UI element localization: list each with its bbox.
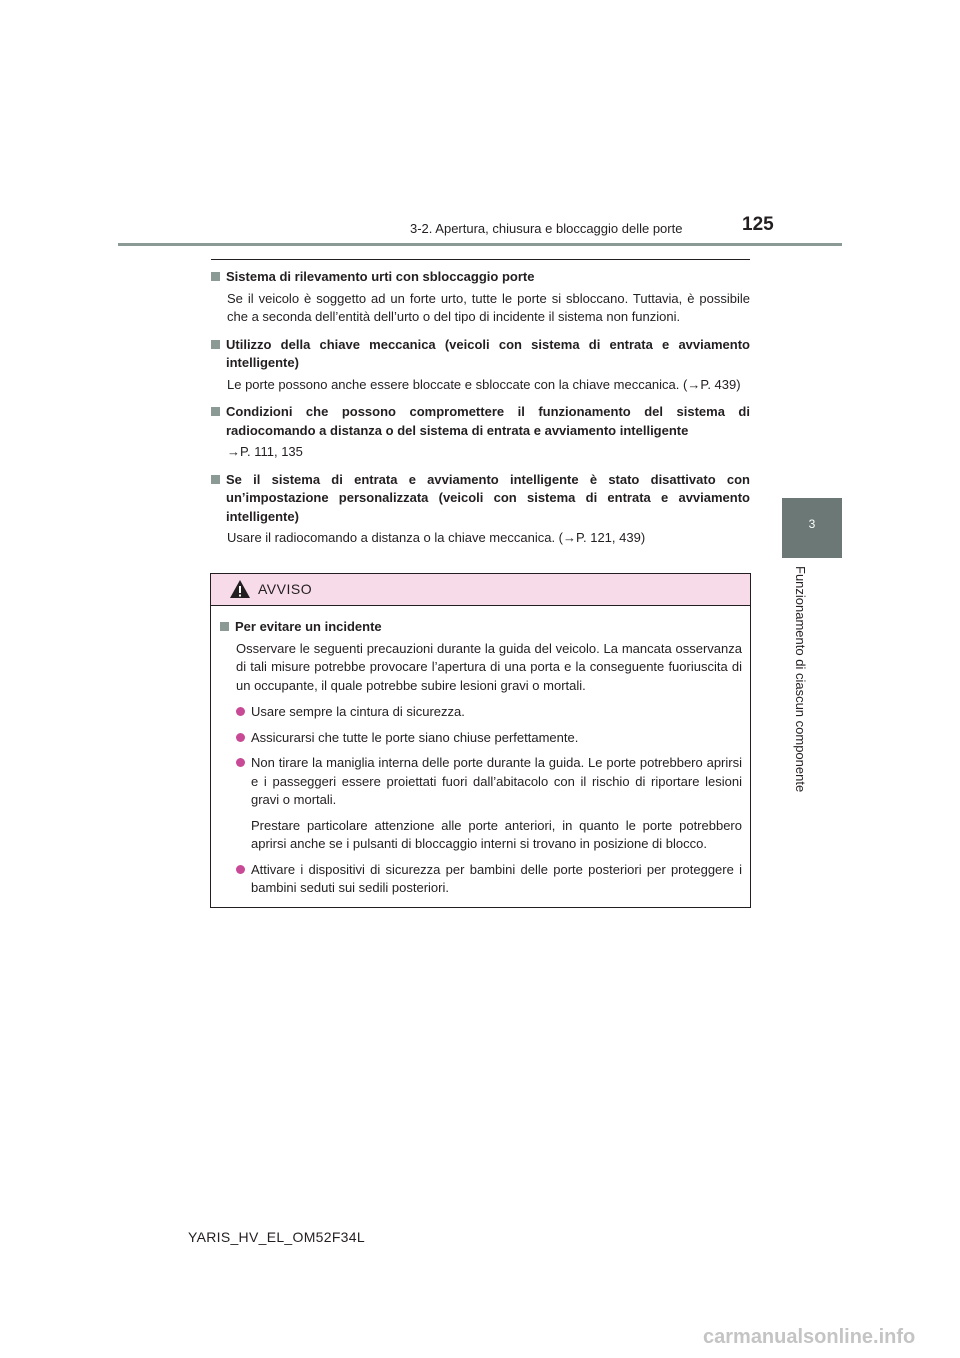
round-bullet-icon bbox=[236, 865, 245, 874]
square-bullet-icon bbox=[211, 272, 220, 281]
warning-heading-text: Per evitare un incidente bbox=[235, 619, 382, 634]
top-rule bbox=[211, 259, 750, 260]
item-heading bbox=[211, 471, 750, 527]
chapter-number: 3 bbox=[808, 517, 816, 531]
round-bullet-icon bbox=[236, 733, 245, 742]
item-heading-text: Condizioni che possono compromettere il funzionamento del sistema di radiocomando a distanza o del sistema di entrata e avviamento intelligente bbox=[226, 404, 750, 438]
chapter-title: Funzionamento di ciascun componente bbox=[793, 566, 808, 793]
chapter-tab bbox=[782, 498, 842, 558]
item-heading bbox=[211, 336, 750, 373]
header-section-title: 3-2. Apertura, chiusura e bloccaggio delle porte bbox=[410, 221, 683, 236]
manual-code: YARIS_HV_EL_OM52F34L bbox=[188, 1229, 365, 1245]
warning-bullet-text: Usare sempre la cintura di sicurezza. bbox=[251, 704, 465, 719]
item-heading bbox=[211, 403, 750, 440]
warning-bullet-extra: Prestare particolare attenzione alle porte anteriori, in quanto le porte potrebbero aprirsi anche se i pulsanti di bloccaggio interni si trovano in posizione di blocco. bbox=[251, 817, 742, 851]
square-bullet-icon bbox=[211, 340, 220, 349]
square-bullet-icon bbox=[220, 622, 229, 631]
warning-intro: Osservare le seguenti precauzioni durante la guida del veicolo. La mancata osservanza di tali misure potrebbe provocare l’apertura di una porta e la conseguente fuoriuscita di un occupante, il quale potrebbe subire lesioni gravi o mortali. bbox=[236, 640, 742, 693]
main-content bbox=[211, 259, 750, 557]
item-heading-text: Utilizzo della chiave meccanica (veicoli con sistema di entrata e avviamento intelligente) bbox=[226, 336, 750, 370]
warning-bullet bbox=[236, 861, 742, 898]
item-heading-text: Se il sistema di entrata e avviamento intelligente è stato disattivato con un’impostazione personalizzata (veicoli con sistema di entrata e avviamento intelligente) bbox=[226, 471, 750, 524]
page-number: 125 bbox=[742, 214, 774, 235]
warning-bullet bbox=[236, 703, 742, 722]
round-bullet-icon bbox=[236, 707, 245, 716]
round-bullet-icon bbox=[236, 758, 245, 767]
warning-bullet bbox=[236, 754, 742, 810]
square-bullet-icon bbox=[211, 475, 220, 484]
item-body: Le porte possono anche essere bloccate e sbloccate con la chiave meccanica. (→P. 439) bbox=[227, 376, 741, 392]
warning-title: AVVISO bbox=[258, 581, 313, 597]
header-rule bbox=[118, 243, 842, 246]
item-body: Usare il radiocomando a distanza o la chiave meccanica. (→P. 121, 439) bbox=[227, 530, 646, 545]
warning-box bbox=[210, 573, 751, 908]
warning-heading bbox=[220, 618, 742, 637]
warning-bullet-text: Assicurarsi che tutte le porte siano chiuse perfettamente. bbox=[251, 729, 579, 745]
warning-bullet bbox=[236, 729, 742, 748]
watermark: carmanualsonline.info bbox=[703, 1326, 916, 1348]
warning-bullet-text: Attivare i dispositivi di sicurezza per bambini delle porte posteriori per proteggere i bambini seduti sui sedili posteriori. bbox=[251, 861, 742, 895]
item-body: →P. 111, 135 bbox=[227, 444, 303, 459]
item-heading bbox=[211, 268, 750, 287]
item-heading-text: Sistema di rilevamento urti con sbloccaggio porte bbox=[226, 269, 535, 284]
warning-triangle-icon bbox=[229, 579, 251, 599]
square-bullet-icon bbox=[211, 407, 220, 416]
item-body: Se il veicolo è soggetto ad un forte urto, tutte le porte si sbloccano. Tuttavia, è possibile che a seconda dell’entità dell’urto o del tipo di incidente il sistema non funzioni. bbox=[227, 290, 750, 324]
warning-header bbox=[211, 574, 750, 606]
warning-bullet-text: Non tirare la maniglia interna delle porte durante la guida. Le porte potrebbero aprirsi e i passeggeri essere proiettati fuori dall’abitacolo con il rischio di riportare lesioni gravi o mortali. bbox=[251, 755, 742, 807]
warning-body bbox=[211, 606, 750, 898]
